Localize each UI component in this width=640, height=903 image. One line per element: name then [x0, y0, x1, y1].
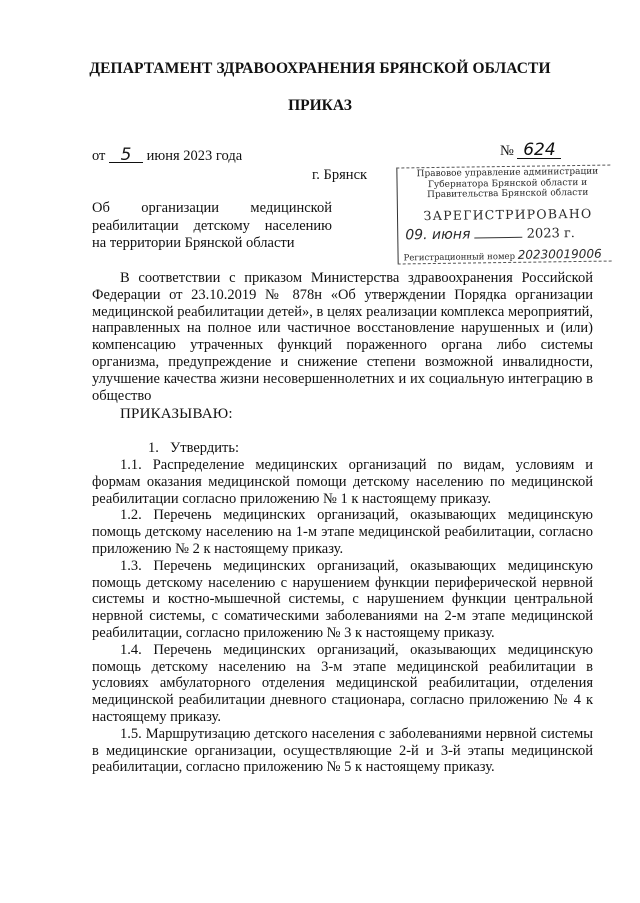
item-1-number: 1.: [148, 440, 159, 457]
order-date: [92, 145, 243, 165]
stamp-year: 2023 г.: [526, 226, 576, 242]
subject-line: на территории Брянской области: [92, 235, 295, 251]
sub-item: 1.5. Маршрутизацию детского населения с заболеваниями нервной системы в медицинские организации, осуществляющие 2-й и 3-й этапы медицинской реабилитации, согласно приложению № 5 к настоящему приказу.: [92, 725, 593, 776]
date-rest: июня 2023 года: [146, 148, 243, 164]
stamp-registration-date: [405, 228, 611, 242]
order-subject: [92, 200, 332, 253]
number-handwritten: 624: [517, 143, 561, 159]
order-body: [92, 270, 593, 776]
stamp-registered: ЗАРЕГИСТРИРОВАНО: [423, 205, 593, 224]
stamp-border-left: [396, 167, 404, 263]
stamp-authority: Правовое управление администрации Губернатора Брянской области и Правительства Брянской области: [416, 166, 599, 201]
stamp-number-handwritten: 20230019006: [517, 246, 602, 262]
registration-stamp: [396, 158, 616, 271]
item-1: [92, 440, 593, 457]
order-number: [500, 140, 561, 160]
sub-item: 1.3. Перечень медицинских организаций, оказывающих медицинскую помощь детскому населению с нарушением функции периферической нервной системы и костно-мышечной системы, с нарушением функции центральной нервной системы, с соматическими заболеваниями на 2-м этапе медицинской реабилитации, согласно приложению № 3 к настоящему приказу.: [92, 557, 593, 641]
stamp-date-handwritten: 09. июня: [405, 226, 471, 244]
subject-line: Об организации медицинской: [92, 200, 332, 216]
sub-item: 1.1. Распределение медицинских организаций по видам, условиям и формам оказания медицинской помощи детскому населению по медицинской реабилитации согласно приложению № 1 к настоящему приказу.: [92, 456, 593, 507]
date-prefix: от: [92, 148, 106, 164]
stamp-number-label: Регистрационный номер: [403, 251, 516, 264]
department-title: ДЕПАРТАМЕНТ ЗДРАВООХРАНЕНИЯ БРЯНСКОЙ ОБЛАСТИ: [89, 60, 551, 77]
city: г. Брянск: [312, 167, 368, 183]
document-type-title: ПРИКАЗ: [288, 97, 352, 114]
sub-item: 1.4. Перечень медицинских организаций, оказывающих медицинскую помощь детскому населению на 3-м этапе медицинской реабилитации в условиях амбулаторного отделения медицинской реабилитации, отделения медицинской реабилитации дневного стационара, согласно приложению № 4 к настоящему приказу.: [92, 641, 593, 725]
sub-item: 1.2. Перечень медицинских организаций, оказывающих медицинскую помощь детскому населению на 1-м этапе медицинской реабилитации, согласно приложению № 2 к настоящему приказу.: [92, 507, 593, 557]
order-word: ПРИКАЗЫВАЮ:: [120, 406, 233, 423]
item-1-text: Утвердить:: [170, 440, 239, 457]
subject-line: реабилитации детскому населению: [92, 217, 332, 234]
date-day-handwritten: 5: [109, 148, 143, 163]
number-label: №: [500, 143, 514, 159]
preamble-paragraph: В соответствии с приказом Министерства здравоохранения Российской Федерации от 23.10.2019 № 878н «Об утверждении Порядка организации медицинской реабилитации детей», в целях реализации комплекса мероприятий, направленных на полное или частичное восстановление нарушенных и (или) компенсацию утраченных функций пораженного органа либо системы организма, предупреждение и снижение степени возможной инвалидности, улучшение качества жизни несовершеннолетних и их социальную интеграцию в общество: [92, 270, 593, 404]
